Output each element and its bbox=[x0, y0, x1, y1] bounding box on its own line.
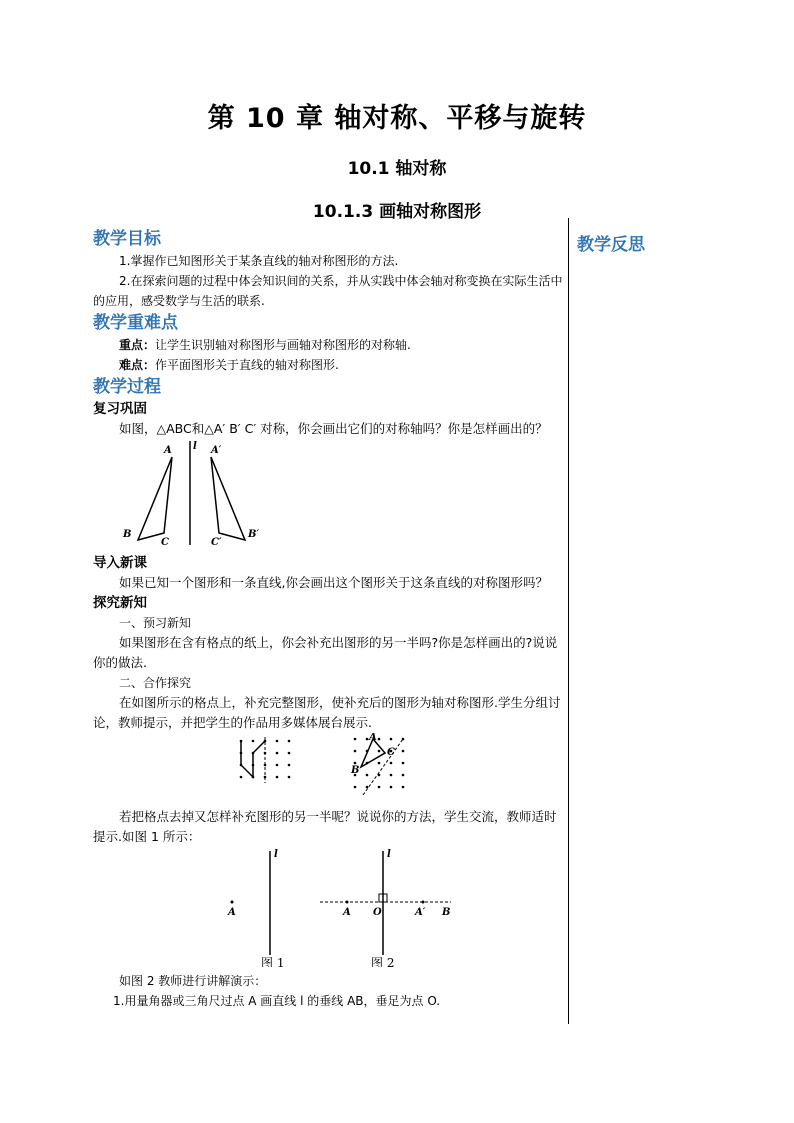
hard-text: 作平面图形关于直线的轴对称图形. bbox=[155, 358, 339, 372]
grid-figures bbox=[93, 733, 563, 799]
triangle-abc-prime bbox=[211, 457, 245, 540]
fig1-point-a bbox=[231, 901, 234, 904]
triangle-figure-svg bbox=[93, 439, 293, 545]
hard-label: 难点： bbox=[119, 358, 156, 372]
main-column bbox=[93, 227, 563, 1011]
goal-item-2: 2.在探索问题的过程中体会知识间的关系，并从实践中体会轴对称变换在实际生活中的应用，感受数学与生活的联系. bbox=[93, 274, 563, 308]
fig2-label-b: B bbox=[442, 907, 451, 918]
reflection-heading: 教学反思 bbox=[577, 235, 645, 255]
step1-text: 如果图形在含有格点的纸上，你会补充出图形的另一半吗?你是怎样画出的?说说你的做法. bbox=[93, 635, 558, 670]
intro-text: 如果已知一个图形和一条直线,你会画出这个图形关于这条直线的对称图形吗？ bbox=[119, 575, 548, 590]
grid-label-b: B bbox=[351, 765, 360, 776]
review-heading: 复习巩固 bbox=[93, 401, 147, 417]
explore-text4: 如图 2 教师进行讲解演示： bbox=[119, 974, 267, 988]
explore-text3: 若把格点去掉又怎样补充图形的另一半呢？说说你的方法，学生交流，教师适时提示.如图 1 所示： bbox=[93, 809, 557, 844]
label-l: l bbox=[193, 441, 197, 452]
section-title: 10.1 轴对称 bbox=[347, 159, 447, 179]
grid-label-a: A bbox=[369, 733, 377, 743]
key-text: 让学生识别轴对称图形与画轴对称图形的对称轴. bbox=[155, 338, 411, 352]
step1-heading: 一、预习新知 bbox=[119, 616, 192, 630]
fig2-point-a-prime bbox=[422, 901, 425, 904]
fig1-label-a: A bbox=[228, 907, 236, 918]
process-heading: 教学过程 bbox=[93, 377, 161, 397]
grid-figures-svg bbox=[93, 733, 563, 795]
review-text: 如图，△ABC和△A′ B′ C′ 对称，你会画出它们的对称轴吗？你是怎样画出的？ bbox=[119, 421, 548, 436]
key-points-heading: 教学重难点 bbox=[93, 313, 178, 333]
grid-label-c: C bbox=[387, 747, 395, 758]
fig2-label-l: l bbox=[387, 849, 391, 860]
subsection-title: 10.1.3 画轴对称图形 bbox=[312, 202, 482, 222]
label-c-prime: C′ bbox=[211, 537, 222, 545]
chapter-title: 第 10 章 轴对称、平移与旋转 bbox=[207, 103, 587, 134]
label-b-prime: B′ bbox=[248, 529, 260, 540]
explore-heading: 探究新知 bbox=[93, 595, 147, 611]
fig1-caption: 图 1 bbox=[261, 956, 285, 967]
triangle-reflection-figure bbox=[93, 439, 563, 549]
goal-item-1: 1.掌握作已知图形关于某条直线的轴对称图形的方法. bbox=[119, 254, 399, 268]
fig2-label-a: A bbox=[343, 907, 351, 918]
goals-heading: 教学目标 bbox=[93, 229, 161, 249]
key-label: 重点： bbox=[119, 338, 156, 352]
key-point-line bbox=[93, 335, 563, 355]
fig2-label-a-prime: A′ bbox=[415, 907, 426, 918]
label-a: A bbox=[164, 445, 172, 456]
hard-point-line bbox=[93, 355, 563, 375]
label-c: C bbox=[161, 537, 169, 545]
partial-shape bbox=[241, 741, 265, 777]
perpendicular-figures-svg bbox=[93, 847, 563, 967]
intro-heading: 导入新课 bbox=[93, 555, 147, 571]
column-divider bbox=[568, 218, 569, 1024]
label-b: B bbox=[123, 529, 132, 540]
fig2-label-o: O bbox=[373, 907, 382, 918]
label-a-prime: A′ bbox=[211, 445, 222, 456]
fig2-point-a bbox=[346, 901, 349, 904]
grid-triangle bbox=[361, 739, 385, 767]
fig2-caption: 图 2 bbox=[371, 956, 395, 967]
explore-text5: 1.用量角器或三角尺过点 A 画直线 l 的垂线 AB，垂足为点 O. bbox=[113, 994, 441, 1008]
triangle-abc bbox=[138, 457, 172, 540]
step2-heading: 二、合作探究 bbox=[119, 676, 192, 690]
perpendicular-figures bbox=[93, 847, 563, 971]
fig1-label-l: l bbox=[274, 849, 278, 860]
step2-text: 在如图所示的格点上，补充完整图形，使补充后的图形为轴对称图形.学生分组讨论，教师提示，并把学生的作品用多媒体展台展示. bbox=[93, 695, 561, 730]
